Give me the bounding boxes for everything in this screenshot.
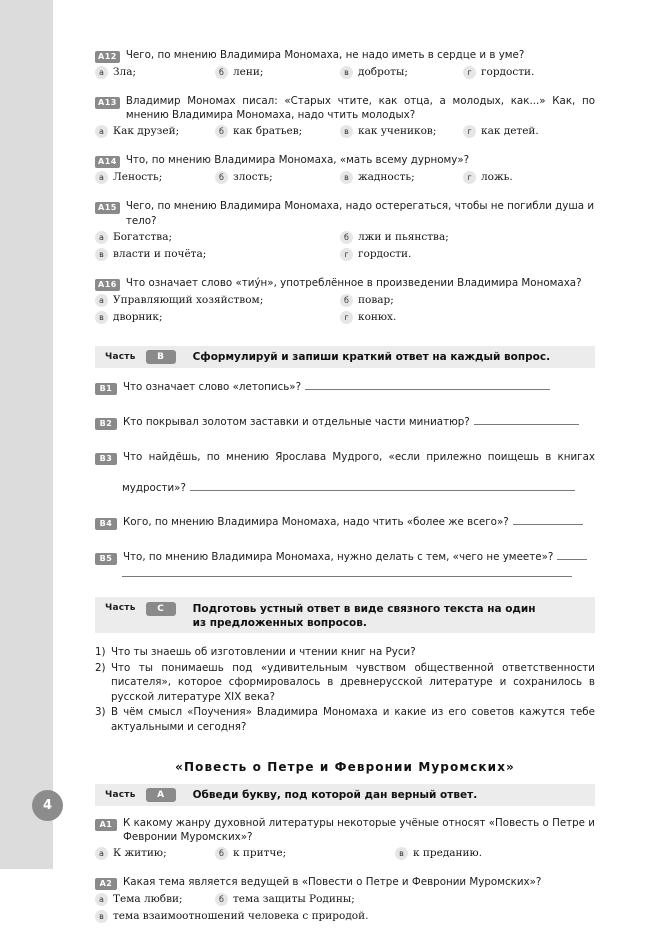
question-line [95,380,595,395]
option-v[interactable] [95,309,163,325]
option-text: как детей. [481,125,539,138]
option-text: к преданию. [413,847,483,860]
question-b4 [95,515,595,530]
question-text: Что, по мнению Владимира Мономаха, «мать всему дурному»? [125,154,470,167]
part-label: Часть [105,351,136,362]
option-marker: в [95,910,108,923]
question-text-value: мудрости»? [122,481,186,494]
option-text: власти и почёта; [113,247,207,260]
part-title-wrap [193,602,536,630]
option-text: Леность; [113,171,163,184]
option-group [95,169,595,186]
part-title: Обведи букву, под которой дан верный ответ. [192,789,478,802]
option-marker: б [215,847,228,860]
option-marker: а [95,294,108,307]
question-line [95,153,595,168]
spacer [95,537,595,550]
question-s2-a2 [95,875,595,925]
option-text: к притче; [233,847,287,860]
answer-line[interactable] [474,416,579,425]
option-marker: в [340,125,353,138]
option-text: как братьев; [233,125,303,138]
option-group [95,123,595,140]
answer-line[interactable] [190,482,575,491]
option-text: Богатства; [113,230,173,243]
part-label: Часть [105,790,136,801]
question-text [123,415,595,429]
option-text: Как друзей; [113,125,180,138]
option-b[interactable] [340,229,449,245]
answer-line-continuation[interactable] [122,576,572,577]
option-text: гордости. [481,66,535,78]
page-content [95,0,595,932]
option-g[interactable] [463,64,534,80]
list-marker: 2) [95,661,106,674]
option-marker: г [340,248,353,261]
option-b[interactable] [215,64,263,80]
option-group [95,64,595,81]
question-line [95,94,595,122]
question-line [95,415,595,430]
option-text: Управляющий хозяйством; [113,293,264,306]
part-b-header [95,346,595,368]
option-row [95,123,595,140]
option-text: доброты; [358,66,408,78]
option-marker: а [95,893,108,906]
part-c-header [95,597,595,633]
option-a[interactable] [95,123,179,139]
question-badge: A15 [95,202,120,214]
part-badge: C [146,602,176,616]
option-row [95,908,595,925]
question-text [123,515,595,529]
option-marker: в [95,311,108,324]
option-a[interactable] [95,229,172,245]
question-text: Чего, по мнению Владимира Мономаха, не надо иметь в сердце и в уме? [125,49,525,61]
question-text-line2-wrap [122,476,595,495]
option-group [95,845,595,862]
part-title-line1: Подготовь устный ответ в виде связного текста на один [192,603,536,616]
answer-line[interactable] [513,516,583,525]
option-row [95,309,595,326]
option-v[interactable] [340,64,408,80]
question-text-value: Что означает слово «летопись»? [123,380,302,393]
question-line [95,48,595,63]
question-b3 [95,450,595,495]
question-badge: A14 [95,156,120,168]
answer-line[interactable] [557,551,587,560]
question-text: Что найдёшь, по мнению Ярослава Мудрого, «если прилежно поищешь в книгах [123,450,595,463]
question-badge: A1 [95,819,117,831]
option-group [95,891,595,925]
option-marker: в [95,248,108,261]
option-marker: а [95,125,108,138]
option-marker: б [215,171,228,184]
question-line [95,199,595,227]
option-row [95,64,595,81]
question-badge: B5 [95,553,117,565]
option-b[interactable] [215,891,355,907]
list-text: Что ты знаешь об изготовлении и чтении книг на Руси? [111,646,416,659]
option-text: лени; [233,66,264,78]
option-row [95,292,595,309]
spacer [95,502,595,515]
question-text: К какому жанру духовной литературы некоторые учёные относят «Повесть о Петре и Февронии Муромских»? [123,817,595,844]
question-text: Чего, по мнению Владимира Мономаха, надо остерегаться, чтобы не погибли душа и тело? [125,200,595,227]
question-badge: B2 [95,418,117,430]
question-text: Владимир Мономах писал: «Старых чтите, как отца, а молодых, как...» Как, по мнению Владимира Мономаха, надо чтить молодых? [125,95,595,122]
option-a[interactable] [95,64,136,80]
question-text-value: Что, по мнению Владимира Мономаха, нужно делать с тем, «чего не умеете»? [123,551,554,564]
list-item [95,661,595,705]
option-text: Зла; [113,66,137,78]
option-g[interactable] [463,169,513,185]
list-item [95,705,595,734]
question-b2 [95,415,595,430]
option-b[interactable] [215,123,302,139]
option-marker: б [340,294,353,307]
question-text-value: Кто покрывал золотом заставки и отдельные части миниатюр? [123,415,470,428]
option-marker: г [463,171,476,184]
option-row [95,891,595,908]
question-b5 [95,550,595,577]
option-b[interactable] [215,169,273,185]
question-badge: A12 [95,51,120,63]
list-marker: 1) [95,646,106,659]
option-marker: г [463,125,476,138]
question-line [95,875,595,890]
option-marker: а [95,847,108,860]
option-marker: г [463,66,476,79]
option-text: дворник; [113,310,163,323]
option-marker: а [95,231,108,244]
question-badge: A2 [95,878,117,890]
question-a13 [95,94,595,140]
option-a[interactable] [95,292,263,308]
spacer [95,437,595,450]
binding-margin [0,0,53,869]
question-a15 [95,199,595,262]
question-badge: B3 [95,453,117,465]
option-row [95,169,595,186]
option-text: тема взаимоотношений человека с природой. [113,910,369,923]
option-marker: б [215,66,228,79]
question-text: Что означает слово «тиу́н», употреблённое в произведении Владимира Мономаха? [125,276,582,289]
option-marker: б [215,893,228,906]
question-badge: A13 [95,97,120,109]
option-marker: б [215,125,228,138]
list-text: В чём смысл «Поучения» Владимира Мономаха и какие из его советов кажутся тебе актуальными и сегодня? [111,706,595,733]
option-a[interactable] [95,169,162,185]
option-group [95,292,595,326]
option-marker: в [340,66,353,79]
option-row [95,845,595,862]
option-g[interactable] [463,123,539,139]
part-title: Сформулируй и запиши краткий ответ на каждый вопрос. [192,350,551,363]
question-s2-a1 [95,816,595,862]
option-marker: а [95,171,108,184]
question-a16 [95,276,595,326]
option-v[interactable] [340,169,415,185]
list-marker: 3) [95,706,106,719]
option-text: как учеников; [358,125,437,138]
option-marker: в [340,171,353,184]
option-marker: г [340,311,353,324]
option-text: жадность; [358,171,415,184]
section-title: «Повесть о Петре и Февронии Муромских» [175,760,515,775]
question-line [95,816,595,844]
option-text: Тема любви; [113,893,183,906]
list-item [95,645,595,660]
option-v[interactable] [340,123,436,139]
option-text: конюх. [358,310,397,323]
option-v[interactable] [395,845,482,861]
option-marker: в [395,847,408,860]
page-number: 4 [32,790,63,821]
spacer [95,402,595,415]
option-text: К житию; [113,847,167,860]
option-group [95,229,595,263]
option-marker: а [95,66,108,79]
option-g[interactable] [340,246,411,262]
option-row [95,229,595,246]
option-text: лжи и пьянства; [358,230,449,243]
option-text: ложь. [481,171,513,184]
option-b[interactable] [340,292,394,308]
part-c-list [95,645,595,734]
part-title-line2: из предложенных вопросов. [192,617,367,630]
option-text: злость; [233,171,273,184]
option-text: гордости. [358,247,412,260]
question-line [95,515,595,530]
option-v[interactable] [95,908,368,924]
question-text [123,380,595,394]
question-b1 [95,380,595,395]
part-label: Часть [105,603,136,614]
option-v[interactable] [95,246,206,262]
option-b[interactable] [215,845,286,861]
option-text: повар; [358,293,394,306]
question-badge: B1 [95,383,117,395]
answer-line[interactable] [305,381,550,390]
option-text: тема защиты Родины; [233,893,355,906]
question-text [123,550,595,564]
list-text: Что ты понимаешь под «удивительным чувством общественной ответственности писателя», которое сформировалось в древнерусской литературе и сохранилось в русской литературе XIX века? [111,661,595,703]
question-text: Какая тема является ведущей в «Повести о Петре и Февронии Муромских»? [123,876,542,889]
option-marker: б [340,231,353,244]
part-badge: A [146,788,176,802]
question-line [95,450,595,465]
question-badge: A16 [95,279,120,291]
question-badge: B4 [95,518,117,530]
question-line [95,276,595,291]
question-text-value: Кого, по мнению Владимира Мономаха, надо чтить «более же всего»? [123,516,509,529]
option-a[interactable] [95,845,167,861]
option-row [95,246,595,263]
question-a12 [95,48,595,81]
option-a[interactable] [95,891,183,907]
question-line [95,550,595,565]
option-g[interactable] [340,309,396,325]
part-badge: B [146,350,176,364]
section2-part-a-header [95,784,595,806]
question-a14 [95,153,595,186]
